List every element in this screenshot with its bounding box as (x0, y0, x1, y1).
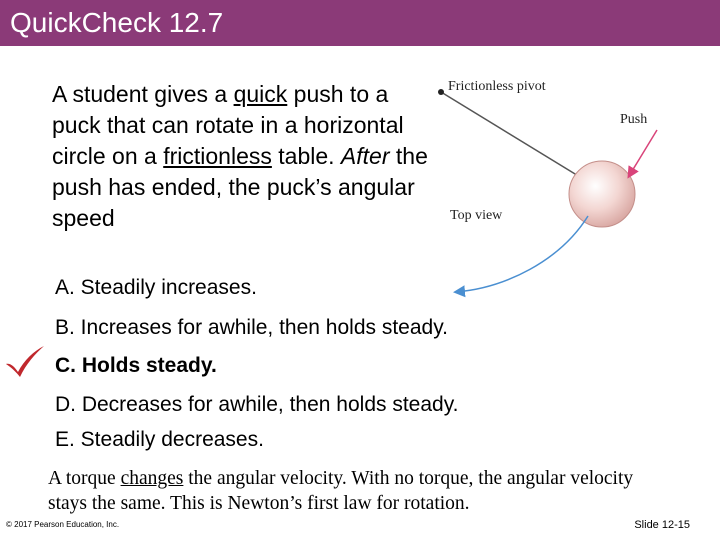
title-bar (0, 0, 720, 46)
push-label: Push (620, 112, 648, 127)
answer-option-c[interactable]: C. Holds steady. (55, 354, 217, 377)
question-part: A student gives a (52, 81, 234, 107)
question-part: table. (271, 143, 341, 169)
copyright: © 2017 Pearson Education, Inc. (6, 520, 120, 529)
question-after: After (340, 143, 390, 169)
explanation-part: A torque (48, 468, 121, 489)
question-frictionless: frictionless (163, 143, 272, 169)
explanation-text (48, 466, 668, 516)
slide-title: QuickCheck 12.7 (10, 7, 224, 38)
push-arrow (629, 130, 657, 176)
question-quick: quick (233, 81, 288, 107)
answer-option-e[interactable]: E. Steadily decreases. (55, 428, 264, 451)
question-text (52, 79, 432, 234)
explanation-changes: changes (120, 468, 184, 489)
explanation-part: the angular velocity. With no torque, the angular velocity stays the same. This is Newton’s first law for rotation. (48, 468, 634, 514)
correct-checkmark-icon (4, 344, 46, 378)
question-part: the push has ended, the puck’s angular speed (52, 143, 428, 231)
puck-diagram (420, 66, 710, 306)
view-label: Top view (450, 208, 503, 223)
motion-arrow (456, 216, 588, 292)
answer-option-a[interactable]: A. Steadily increases. (55, 276, 257, 299)
question-part: push to a puck that can rotate in a horizontal circle on a (52, 81, 404, 169)
slide-number: Slide 12-15 (634, 519, 690, 531)
pivot-dot (438, 89, 444, 95)
answer-option-b[interactable]: B. Increases for awhile, then holds steady. (55, 316, 448, 339)
puck (569, 161, 635, 227)
rod (441, 92, 598, 188)
answer-option-d[interactable]: D. Decreases for awhile, then holds steady. (55, 393, 459, 416)
pivot-label: Frictionless pivot (448, 79, 546, 94)
